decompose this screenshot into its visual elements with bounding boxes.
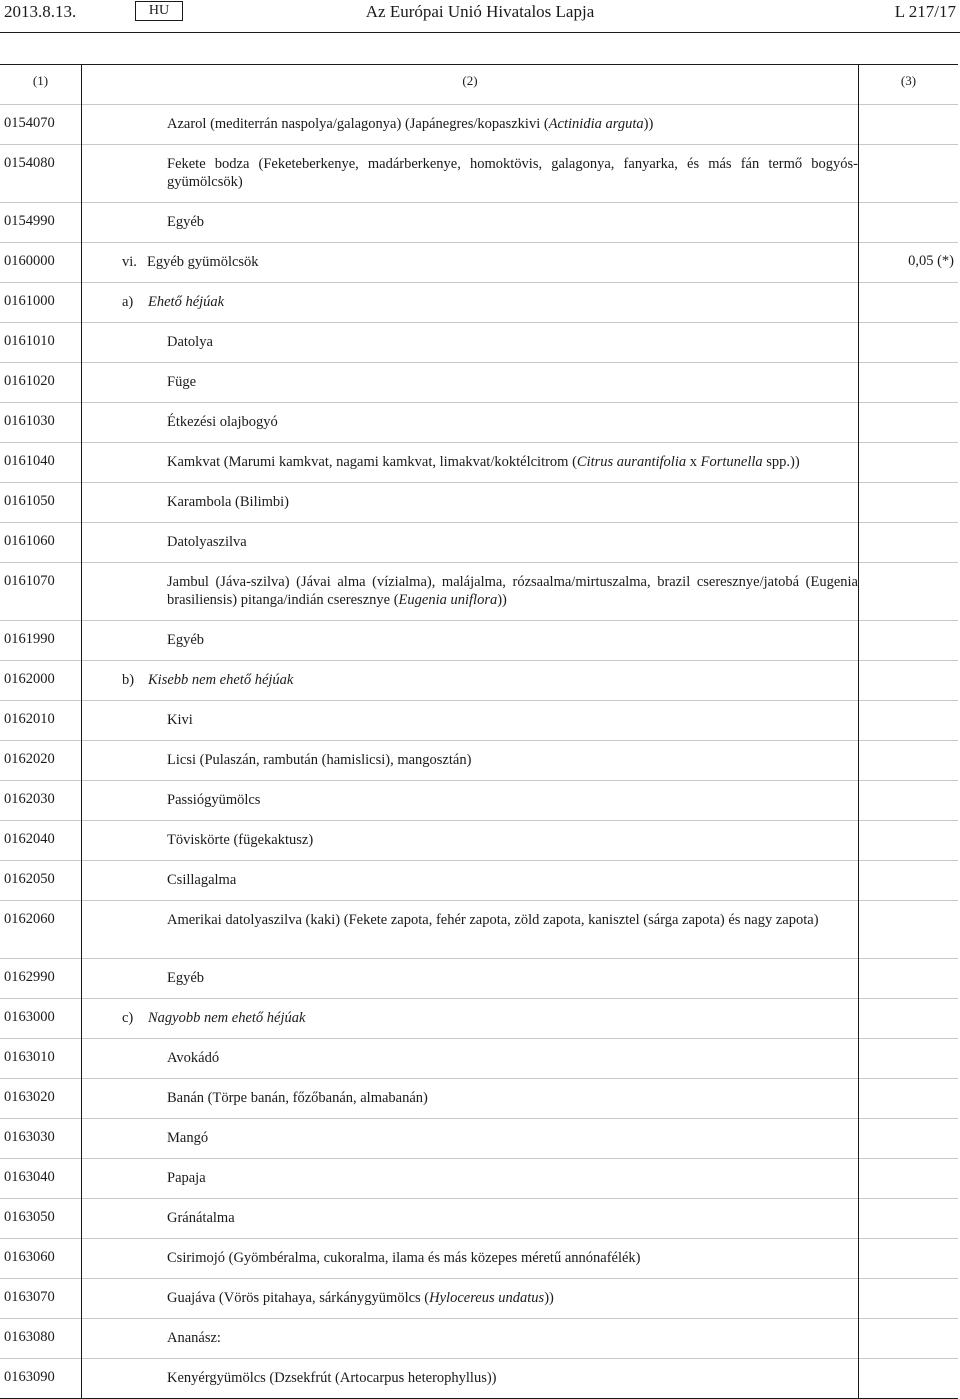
row-description — [82, 701, 858, 729]
table-row — [0, 781, 958, 821]
row-text: Nagyobb nem ehető héjúak — [148, 1010, 306, 1026]
column-header-3: (3) — [859, 65, 959, 105]
row-text-italic: Fortunella — [700, 454, 763, 470]
row-text: Fekete bodza (Feketeberkenye, madárberkenye, homoktövis, galagonya, fanyarka, és más fán termő bogyós-gyümölcsök) — [167, 156, 858, 190]
row-code: 0163060 — [0, 1239, 82, 1279]
row-code: 0163020 — [0, 1079, 82, 1119]
row-description-cell — [82, 203, 859, 243]
table-row — [0, 701, 958, 741]
row-value — [859, 1159, 959, 1199]
row-code: 0154080 — [0, 145, 82, 203]
row-code: 0163050 — [0, 1199, 82, 1239]
table-row — [0, 403, 958, 443]
row-description — [82, 661, 858, 689]
row-description — [82, 483, 858, 511]
row-text-tail: )) — [643, 116, 654, 132]
row-code: 0162030 — [0, 781, 82, 821]
row-code: 0154990 — [0, 203, 82, 243]
row-description-cell — [82, 781, 859, 821]
row-description — [82, 781, 858, 809]
row-value — [859, 1079, 959, 1119]
row-description — [82, 1199, 858, 1227]
row-code: 0161040 — [0, 443, 82, 483]
row-description — [82, 563, 858, 609]
row-text: Azarol (mediterrán naspolya/galagonya) (Japánegres/kopaszkivi ( — [167, 116, 549, 132]
row-code: 0163080 — [0, 1319, 82, 1359]
row-description — [82, 621, 858, 649]
table-row — [0, 1359, 958, 1399]
table-row — [0, 363, 958, 403]
table-row — [0, 203, 958, 243]
row-value — [859, 483, 959, 523]
row-code: 0162040 — [0, 821, 82, 861]
row-value — [859, 203, 959, 243]
row-description-cell — [82, 1279, 859, 1319]
table-row — [0, 483, 958, 523]
row-value: 0,05 (*) — [859, 243, 959, 283]
row-description-cell — [82, 523, 859, 563]
row-description — [82, 243, 858, 271]
row-description-cell — [82, 1159, 859, 1199]
table-row — [0, 861, 958, 901]
row-value — [859, 283, 959, 323]
row-value — [859, 323, 959, 363]
table-row — [0, 1199, 958, 1239]
row-text: Licsi (Pulaszán, rambután (hamislicsi), mangosztán) — [167, 752, 472, 768]
row-description-cell — [82, 1239, 859, 1279]
row-text: Amerikai datolyaszilva (kaki) (Fekete zapota, fehér zapota, zöld zapota, kanisztel (sárga zapota) és nagy zapota) — [167, 912, 819, 928]
row-code: 0161990 — [0, 621, 82, 661]
row-value — [859, 1039, 959, 1079]
row-description-cell — [82, 821, 859, 861]
page-header — [0, 0, 960, 30]
table-row — [0, 1319, 958, 1359]
row-description — [82, 203, 858, 231]
table-row — [0, 323, 958, 363]
row-value — [859, 821, 959, 861]
row-description-cell — [82, 483, 859, 523]
row-description — [82, 1079, 858, 1107]
row-description — [82, 959, 858, 987]
table-row — [0, 1239, 958, 1279]
table-row — [0, 661, 958, 701]
row-text-tail: )) — [497, 592, 507, 608]
row-description — [82, 323, 858, 351]
table-row — [0, 523, 958, 563]
row-description — [82, 861, 858, 889]
row-text: Kivi — [167, 712, 193, 728]
row-value — [859, 523, 959, 563]
row-description — [82, 1039, 858, 1067]
row-description-cell — [82, 1119, 859, 1159]
row-text: Egyéb — [167, 970, 205, 986]
header-date: 2013.8.13. — [4, 2, 77, 21]
row-value — [859, 1279, 959, 1319]
row-description — [82, 1319, 858, 1347]
row-value — [859, 105, 959, 145]
row-value — [859, 741, 959, 781]
row-value — [859, 781, 959, 821]
row-description-cell — [82, 701, 859, 741]
row-text: Egyéb — [167, 214, 205, 230]
header-journal-title: Az Európai Unió Hivatalos Lapja — [365, 2, 595, 21]
row-description — [82, 403, 858, 431]
row-text: Datolyaszilva — [167, 534, 247, 550]
row-code: 0161000 — [0, 283, 82, 323]
table-row — [0, 1119, 958, 1159]
row-code: 0162990 — [0, 959, 82, 999]
table-row — [0, 283, 958, 323]
row-code: 0163010 — [0, 1039, 82, 1079]
row-value — [859, 1239, 959, 1279]
row-code: 0163030 — [0, 1119, 82, 1159]
table-row — [0, 999, 958, 1039]
row-description-cell — [82, 105, 859, 145]
row-text: Banán (Törpe banán, főzőbanán, almabanán) — [167, 1090, 428, 1106]
row-description — [82, 741, 858, 769]
row-description — [82, 105, 858, 133]
category-title: Egyéb gyümölcsök — [147, 254, 259, 270]
row-description — [82, 443, 858, 471]
row-text: Egyéb — [167, 632, 205, 648]
row-value — [859, 999, 959, 1039]
row-text: Ehető héjúak — [148, 294, 225, 310]
table-row — [0, 563, 958, 621]
column-header-2: (2) — [82, 65, 859, 105]
row-description — [82, 145, 858, 191]
row-code: 0162060 — [0, 901, 82, 959]
row-marker: c) — [122, 1010, 134, 1026]
row-value — [859, 1319, 959, 1359]
row-text: Füge — [167, 374, 196, 390]
row-value — [859, 1199, 959, 1239]
row-description — [82, 1159, 858, 1187]
row-code: 0163090 — [0, 1359, 82, 1399]
row-text-italic: Actinidia arguta — [548, 116, 644, 132]
row-description — [82, 523, 858, 551]
row-description — [82, 901, 858, 929]
table-row — [0, 1039, 958, 1079]
row-description-cell — [82, 1039, 859, 1079]
row-description-cell — [82, 1199, 859, 1239]
row-value — [859, 661, 959, 701]
row-text-tail: spp.)) — [762, 454, 800, 470]
table-row — [0, 821, 958, 861]
table-row — [0, 901, 958, 959]
row-text: Kisebb nem ehető héjúak — [148, 672, 294, 688]
row-description-cell — [82, 741, 859, 781]
row-description-cell — [82, 959, 859, 999]
row-code: 0162000 — [0, 661, 82, 701]
row-value — [859, 861, 959, 901]
row-description — [82, 283, 858, 311]
row-code: 0161070 — [0, 563, 82, 621]
column-header-1: (1) — [0, 65, 82, 105]
row-text: Guajáva (Vörös pitahaya, sárkánygyümölcs ( — [167, 1290, 430, 1306]
table-row — [0, 621, 958, 661]
row-text-italic: Hylocereus undatus — [429, 1290, 545, 1306]
row-description — [82, 821, 858, 849]
row-value — [859, 443, 959, 483]
row-value — [859, 363, 959, 403]
row-text-italic: Eugenia uniflora — [398, 592, 498, 608]
table-row — [0, 1159, 958, 1199]
row-value — [859, 701, 959, 741]
row-text: Datolya — [167, 334, 213, 350]
row-code: 0163000 — [0, 999, 82, 1039]
table-row — [0, 959, 958, 999]
row-description-cell — [82, 145, 859, 203]
row-description-cell — [82, 443, 859, 483]
row-marker: b) — [122, 672, 135, 688]
row-description-cell — [82, 1079, 859, 1119]
row-code: 0163040 — [0, 1159, 82, 1199]
table-row — [0, 443, 958, 483]
row-code: 0162010 — [0, 701, 82, 741]
row-description-cell — [82, 283, 859, 323]
row-code: 0161030 — [0, 403, 82, 443]
table-row — [0, 1079, 958, 1119]
row-description-cell — [82, 861, 859, 901]
row-description-cell — [82, 901, 859, 959]
row-description-cell — [82, 323, 859, 363]
row-description-cell — [82, 621, 859, 661]
table-row — [0, 243, 958, 283]
row-text: Mangó — [167, 1130, 209, 1146]
row-value — [859, 563, 959, 621]
row-text: Csillagalma — [167, 872, 237, 888]
row-text: Gránátalma — [167, 1210, 235, 1226]
row-marker: a) — [122, 294, 134, 310]
header-page-number: L 217/17 — [894, 2, 956, 21]
table-row — [0, 105, 958, 145]
row-value — [859, 1119, 959, 1159]
row-text: Passiógyümölcs — [167, 792, 261, 808]
row-description-cell — [82, 999, 859, 1039]
row-description-cell — [82, 243, 859, 283]
row-description — [82, 363, 858, 391]
header-rule — [0, 32, 960, 33]
row-description — [82, 999, 858, 1027]
residue-table-body — [0, 65, 958, 1399]
row-value — [859, 1359, 959, 1399]
row-description — [82, 1239, 858, 1267]
row-text: Kamkvat (Marumi kamkvat, nagami kamkvat, limakvat/koktélcitrom ( — [167, 454, 577, 470]
row-text: Csirimojó (Gyömbéralma, cukoralma, ilama és más közepes méretű annónafélék) — [167, 1250, 641, 1266]
row-code: 0161020 — [0, 363, 82, 403]
row-code: 0161050 — [0, 483, 82, 523]
row-text: Avokádó — [167, 1050, 220, 1066]
row-value — [859, 959, 959, 999]
row-text: Töviskörte (fügekaktusz) — [167, 832, 314, 848]
row-value — [859, 145, 959, 203]
header-language-box: HU — [135, 1, 183, 21]
row-value — [859, 621, 959, 661]
row-code: 0162020 — [0, 741, 82, 781]
row-description — [82, 1279, 858, 1307]
row-description-cell — [82, 1319, 859, 1359]
residue-table — [0, 64, 958, 1399]
row-value — [859, 901, 959, 959]
column-header-row — [0, 65, 958, 105]
row-text: Étkezési olajbogyó — [167, 414, 278, 430]
row-code: 0162050 — [0, 861, 82, 901]
row-text-tail: )) — [544, 1290, 554, 1306]
row-code: 0160000 — [0, 243, 82, 283]
row-text: Kenyérgyümölcs (Dzsekfrút (Artocarpus heterophyllus)) — [167, 1370, 497, 1386]
row-text: Ananász: — [167, 1330, 221, 1346]
table-row — [0, 1279, 958, 1319]
row-text: Papaja — [167, 1170, 206, 1186]
row-description-cell — [82, 661, 859, 701]
row-marker: vi. — [122, 254, 137, 270]
row-description-cell — [82, 403, 859, 443]
row-text: Karambola (Bilimbi) — [167, 494, 290, 510]
row-code: 0154070 — [0, 105, 82, 145]
row-description — [82, 1119, 858, 1147]
row-description-cell — [82, 563, 859, 621]
row-text: Jambul (Jáva-szilva) (Jávai alma (vízialma), malájalma, rózsaalma/mirtuszalma, brazil cseresznye/jatobá (Eugenia brasiliensis) pitanga/indián cseresznye ( — [167, 574, 858, 608]
row-description-cell — [82, 363, 859, 403]
row-text-mid: x — [686, 454, 701, 470]
row-description — [82, 1359, 858, 1387]
row-code: 0163070 — [0, 1279, 82, 1319]
row-description-cell — [82, 1359, 859, 1399]
table-row — [0, 741, 958, 781]
row-text-italic: Citrus aurantifolia — [576, 454, 687, 470]
row-code: 0161010 — [0, 323, 82, 363]
table-row — [0, 145, 958, 203]
row-value — [859, 403, 959, 443]
row-code: 0161060 — [0, 523, 82, 563]
